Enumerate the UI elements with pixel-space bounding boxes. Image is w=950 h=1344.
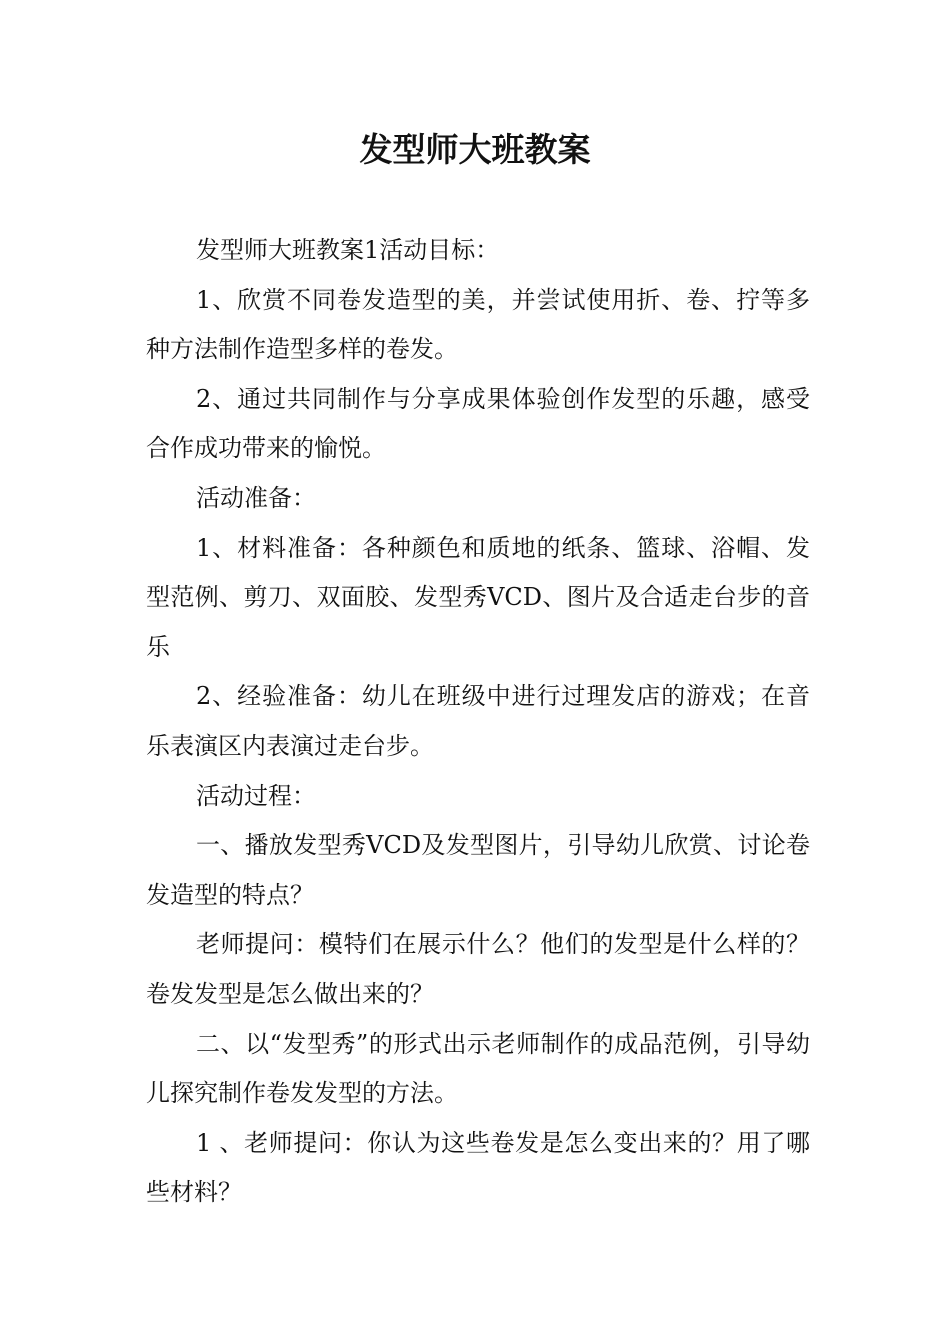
paragraph-preparation-heading: 活动准备：: [196, 483, 316, 512]
document-body: [146, 226, 810, 1218]
paragraph-preparation-experience: 2、经验准备：幼儿在班级中进行过理发店的游戏；在音乐表演区内表演过走台步。: [146, 682, 810, 760]
paragraph-process-step-2: 二、以“发型秀”的形式出示老师制作的成品范例，引导幼儿探究制作卷发发型的方法。: [146, 1029, 810, 1108]
paragraph-intro-objectives: 发型师大班教案1活动目标：: [196, 236, 500, 264]
paragraph-teacher-question-1: 老师提问：模特们在展示什么？他们的发型是什么样的？卷发发型是怎么做出来的？: [146, 930, 810, 1008]
paragraph-teacher-question-2: 1 、老师提问：你认为这些卷发是怎么变出来的？用了哪些材料？: [146, 1128, 810, 1207]
paragraph-objective-2: 2、通过共同制作与分享成果体验创作发型的乐趣，感受合作成功带来的愉悦。: [146, 384, 810, 463]
paragraph-objective-1: 1、欣赏不同卷发造型的美，并尝试使用折、卷、拧等多种方法制作造型多样的卷发。: [146, 285, 810, 364]
paragraph-process-step-1: 一、播放发型秀VCD及发型图片，引导幼儿欣赏、讨论卷发造型的特点？: [146, 831, 810, 909]
document-title: 发型师大班教案: [359, 130, 591, 169]
paragraph-process-heading: 活动过程：: [196, 781, 316, 810]
paragraph-preparation-materials: 1、材料准备：各种颜色和质地的纸条、篮球、浴帽、发型范例、剪刀、双面胶、发型秀VCD、图片及合适走台步的音乐: [146, 533, 810, 661]
